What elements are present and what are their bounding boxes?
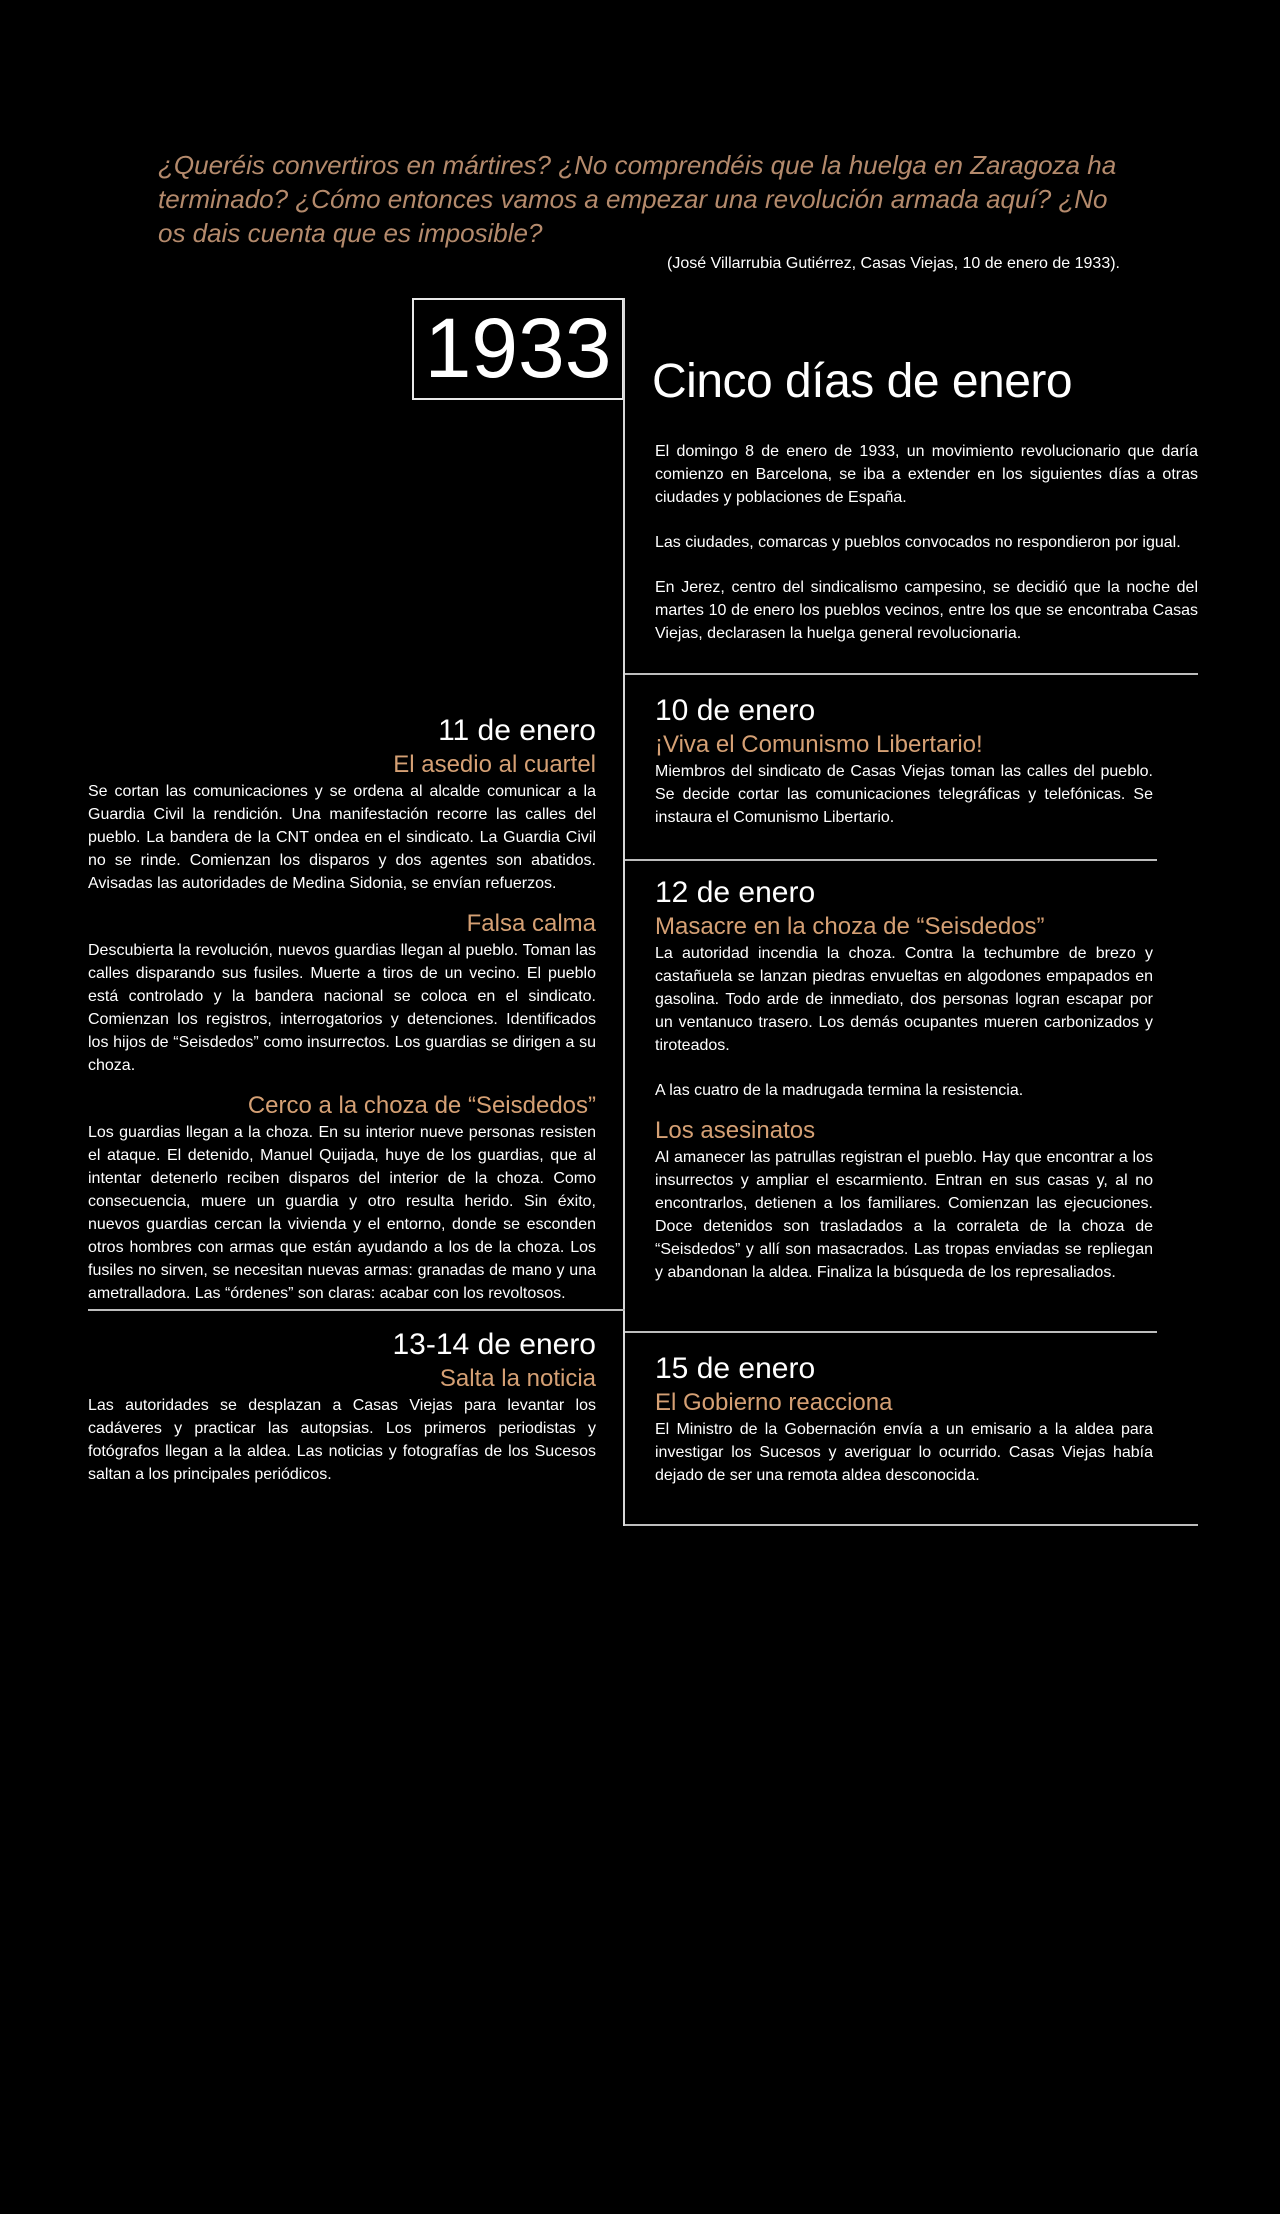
entry-jan11 [88,712,596,1305]
entry-text: Miembros del sindicato de Casas Viejas toman las calles del pueblo. Se decide cortar las comunicaciones telegráficas y telefónicas. Se instaura el Comunismo Libertario. [655,763,1153,826]
intro-paragraph: En Jerez, centro del sindicalismo campesino, se decidió que la noche del martes 10 de enero los pueblos vecinos, entre los que se encontraba Casas Viejas, declarasen la huelga general revolucionaria. [655,579,1198,642]
entry-text: A las cuatro de la madrugada termina la resistencia. [655,1082,1024,1099]
page-title: Cinco días de enero [652,355,1073,408]
divider-jan12 [625,1331,1157,1333]
divider-intro [625,673,1198,675]
entry-day: 12 de enero [655,876,816,909]
entry-jan13-14 [88,1326,596,1486]
entry-subtitle: El asedio al cuartel [393,751,596,778]
entry-day: 10 de enero [655,694,816,727]
intro-paragraph: El domingo 8 de enero de 1933, un movimiento revolucionario que daría comienzo en Barcelona, se iba a extender en los siguientes días a otras ciudades y poblaciones de España. [655,443,1198,506]
entry-subtitle: Falsa calma [466,910,596,937]
timeline-vertical-line [623,298,625,1526]
entry-text: Las autoridades se desplazan a Casas Viejas para levantar los cadáveres y practicar las autopsias. Los primeros periodistas y fotógrafos llegan a la aldea. Las noticias y fotografías de los Sucesos saltan a los principales periódicos. [88,1397,596,1483]
entry-text: Se cortan las comunicaciones y se ordena al alcalde comunicar a la Guardia Civil la rendición. Una manifestación recorre las calles del pueblo. La bandera de la CNT ondea en el sindicato. La Guardia Civil no se rinde. Comienzan los disparos y dos agentes son abatidos. Avisadas las autoridades de Medina Sidonia, se envían refuerzos. [88,783,596,892]
opening-quote: ¿Queréis convertiros en mártires? ¿No comprendéis que la huelga en Zaragoza ha terminado? ¿Cómo entonces vamos a empezar una revolución armada aquí? ¿No os dais cuenta que es imposible? [158,150,1117,248]
entry-subtitle: El Gobierno reacciona [655,1389,893,1416]
entry-text: Descubierta la revolución, nuevos guardias llegan al pueblo. Toman las calles disparando sus fusiles. Muerte a tiros de un vecino. El pueblo está controlado y la bandera nacional se coloca en el sindicato. Comienzan los registros, interrogatorios y detenciones. Identificados los hijos de “Seisdedos” como insurrectos. Los guardias se dirigen a su choza. [88,942,596,1074]
divider-jan11 [88,1309,625,1311]
entry-text: El Ministro de la Gobernación envía a un emisario a la aldea para investigar los Sucesos y averiguar lo ocurrido. Casas Viejas había dejado de ser una remota aldea desconocida. [655,1421,1153,1484]
entry-day: 11 de enero [438,714,596,747]
entry-day: 15 de enero [655,1352,816,1385]
divider-jan10 [625,859,1157,861]
entry-subtitle: Los asesinatos [655,1117,816,1144]
entry-jan10 [655,692,1153,829]
entry-text: Al amanecer las patrullas registran el pueblo. Hay que encontrar a los insurrectos y ampliar el escarmiento. Entran en sus casas y, al no encontrarlos, detienen a los familiares. Comienzan las ejecuciones. Doce detenidos son trasladados a la corraleta de la choza de “Seisdedos” y allí son masacrados. Las tropas enviadas se repliegan y abandonan la aldea. Finaliza la búsqueda de los represaliados. [655,1149,1153,1281]
entry-text: Los guardias llegan a la choza. En su interior nueve personas resisten el ataque. El detenido, Manuel Quijada, huye de los guardias, que al intentar detenerlo reciben disparos del interior de la choza. Como consecuencia, muere un guardia y otro resulta herido. Sin éxito, nuevos guardias cercan la vivienda y el entorno, donde se esconden otros hombres con armas que están ayudando a los de la choza. Los fusiles no sirven, se necesitan nuevas armas: granadas de mano y una ametralladora. Las “órdenes” son claras: acabar con los revoltosos. [88,1124,596,1302]
quote-attribution: (José Villarrubia Gutiérrez, Casas Viejas, 10 de enero de 1933). [667,255,1120,272]
entry-jan15 [655,1350,1153,1487]
intro-paragraph: Las ciudades, comarcas y pueblos convocados no respondieron por igual. [655,534,1181,551]
entry-day: 13-14 de enero [392,1328,596,1361]
entry-subtitle: Salta la noticia [439,1365,596,1392]
entry-text: La autoridad incendia la choza. Contra la techumbre de brezo y castañuela se lanzan piedras envueltas en algodones empapados en gasolina. Todo arde de inmediato, dos personas logran escapar por un ventanuco trasero. Los demás ocupantes mueren carbonizados y tiroteados. [655,945,1153,1054]
entry-jan12 [655,874,1153,1284]
divider-jan15 [625,1524,1198,1526]
entry-subtitle: Cerco a la choza de “Seisdedos” [247,1092,596,1119]
intro-text [655,440,1198,667]
entry-subtitle: Masacre en la choza de “Seisdedos” [655,913,1045,940]
entry-subtitle: ¡Viva el Comunismo Libertario! [655,731,983,758]
year-box: 1933 [412,298,624,400]
